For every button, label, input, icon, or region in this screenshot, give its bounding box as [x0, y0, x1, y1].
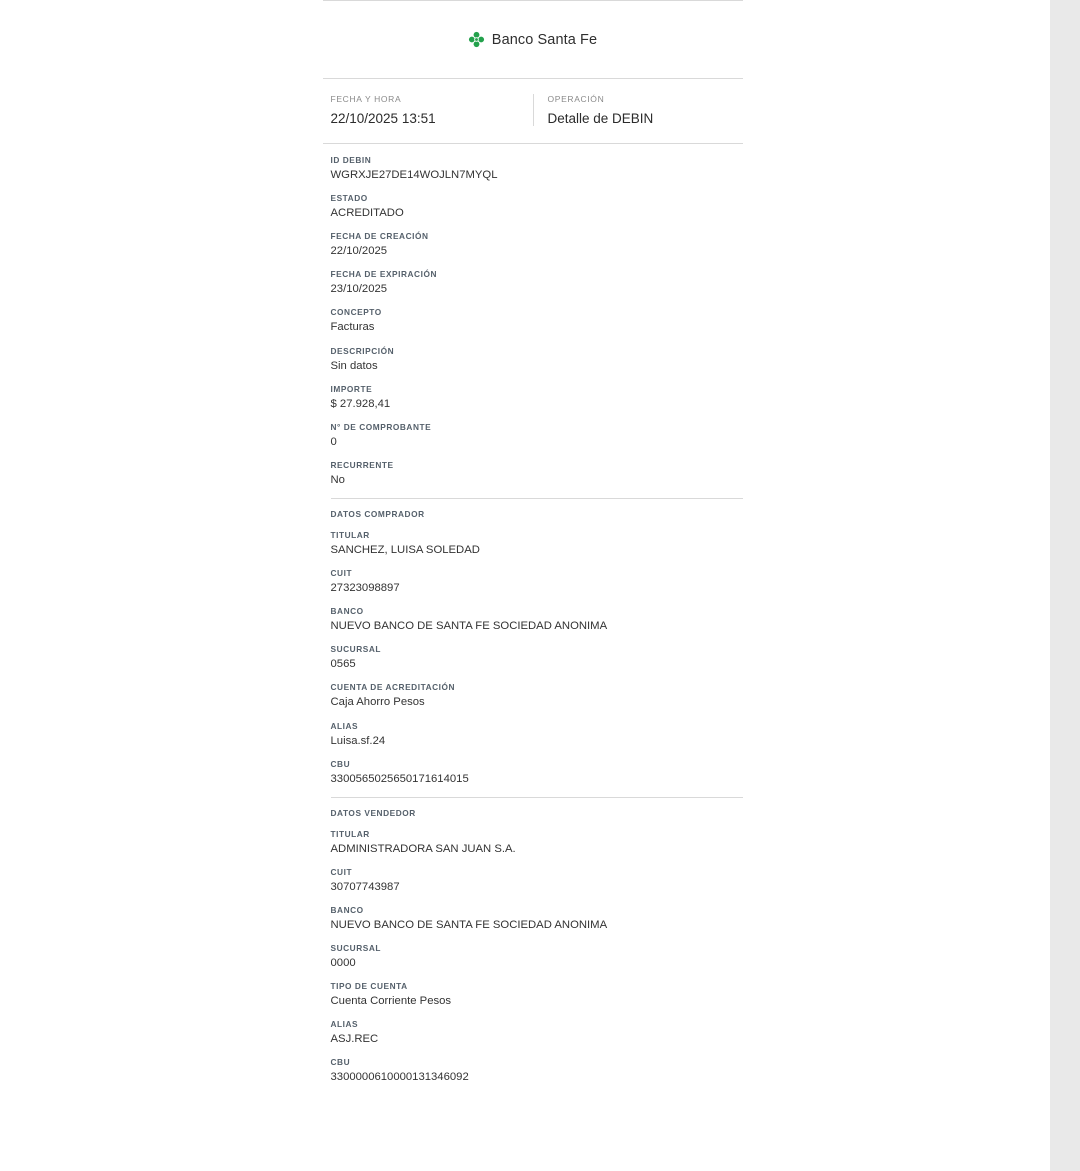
seller-field-tipo-cuenta	[331, 981, 743, 1008]
meta-datetime	[323, 94, 533, 126]
brand-name: Banco Santa Fe	[491, 31, 598, 48]
field-value: 22/10/2025	[330, 245, 388, 258]
field-label: SUCURSAL	[330, 943, 381, 954]
field-label: TITULAR	[330, 529, 370, 540]
field-value: NUEVO BANCO DE SANTA FE SOCIEDAD ANONIMA	[330, 620, 608, 633]
brand-logo	[468, 31, 597, 48]
meta-datetime-value: 22/10/2025 13:51	[330, 111, 436, 126]
section-datos-vendedor	[331, 797, 743, 1085]
seller-field-banco	[331, 905, 743, 932]
field-value: 0	[330, 435, 337, 448]
field-value: SANCHEZ, LUISA SOLEDAD	[330, 543, 480, 556]
field-label: ALIAS	[330, 1019, 359, 1030]
field-value: NUEVO BANCO DE SANTA FE SOCIEDAD ANONIMA	[330, 918, 608, 931]
sheet-bottom-space	[331, 1096, 743, 1166]
seller-field-alias	[331, 1019, 743, 1046]
field-label: CUIT	[330, 568, 353, 579]
field-value: 3300000610000131346092	[330, 1071, 469, 1084]
buyer-field-sucursal	[331, 644, 743, 671]
field-value: 3300565025650171614015	[330, 772, 469, 785]
seller-field-titular	[331, 829, 743, 856]
brand-header	[323, 0, 743, 79]
field-label: IMPORTE	[330, 383, 373, 394]
field-value: 27323098897	[330, 582, 400, 595]
field-label: CBU	[330, 1057, 351, 1068]
field-label: BANCO	[330, 904, 364, 915]
detail-fields	[323, 144, 743, 1166]
field-label: FECHA DE CREACIÓN	[330, 231, 429, 242]
buyer-field-cuenta-acreditacion	[331, 682, 743, 709]
field-label: RECURRENTE	[330, 459, 394, 470]
field-label: CONCEPTO	[330, 307, 382, 318]
field-label: ID DEBIN	[330, 155, 372, 165]
field-value: Facturas	[330, 321, 375, 334]
field-recurrente	[331, 460, 743, 487]
field-id-debin	[331, 155, 743, 182]
field-importe	[331, 384, 743, 411]
buyer-field-cbu	[331, 759, 743, 786]
section-title: DATOS VENDEDOR	[330, 807, 416, 818]
meta-operation-label: OPERACIÓN	[547, 94, 605, 104]
field-value: No	[330, 473, 345, 486]
field-value: ASJ.REC	[330, 1033, 379, 1046]
field-label: ESTADO	[330, 193, 368, 204]
field-value: ADMINISTRADORA SAN JUAN S.A.	[330, 842, 516, 855]
seller-field-cuit	[331, 867, 743, 894]
seller-field-sucursal	[331, 943, 743, 970]
receipt-meta	[323, 79, 743, 144]
meta-operation	[533, 94, 743, 126]
field-value: 23/10/2025	[330, 283, 388, 296]
field-value: 0565	[330, 658, 356, 671]
field-value: ACREDITADO	[330, 207, 404, 220]
field-value: Sin datos	[330, 359, 378, 372]
field-value: WGRXJE27DE14WOJLN7MYQL	[330, 169, 498, 181]
field-label: BANCO	[330, 606, 364, 617]
field-value: Caja Ahorro Pesos	[330, 696, 425, 709]
page-right-margin	[1050, 0, 1065, 1171]
field-label: CUIT	[330, 866, 353, 877]
buyer-field-cuit	[331, 568, 743, 595]
field-fecha-creacion	[331, 231, 743, 258]
field-value: Cuenta Corriente Pesos	[330, 995, 452, 1008]
buyer-field-banco	[331, 606, 743, 633]
section-datos-comprador	[331, 498, 743, 786]
meta-datetime-label: FECHA Y HORA	[330, 94, 402, 104]
field-label: ALIAS	[330, 720, 359, 731]
field-label: SUCURSAL	[330, 644, 381, 655]
buyer-field-alias	[331, 721, 743, 748]
clover-logo-icon	[468, 31, 485, 48]
field-fecha-expiracion	[331, 269, 743, 296]
field-value: Luisa.sf.24	[330, 734, 386, 747]
field-label: N° DE COMPROBANTE	[330, 421, 432, 432]
field-label: TITULAR	[330, 828, 370, 839]
field-label: FECHA DE EXPIRACIÓN	[330, 269, 437, 280]
field-value: $ 27.928,41	[330, 397, 391, 410]
field-nro-comprobante	[331, 422, 743, 449]
field-concepto	[331, 307, 743, 334]
section-title: DATOS COMPRADOR	[330, 508, 425, 519]
buyer-field-titular	[331, 530, 743, 557]
field-label: TIPO DE CUENTA	[330, 981, 408, 992]
field-value: 30707743987	[330, 880, 400, 893]
field-label: CBU	[330, 758, 351, 769]
field-label: DESCRIPCIÓN	[330, 345, 395, 356]
field-value: 0000	[330, 957, 356, 970]
field-estado	[331, 193, 743, 220]
receipt-sheet	[323, 0, 743, 1166]
meta-operation-value: Detalle de DEBIN	[547, 111, 654, 126]
field-label: CUENTA DE ACREDITACIÓN	[330, 682, 456, 693]
field-descripcion	[331, 346, 743, 373]
seller-field-cbu	[331, 1057, 743, 1084]
